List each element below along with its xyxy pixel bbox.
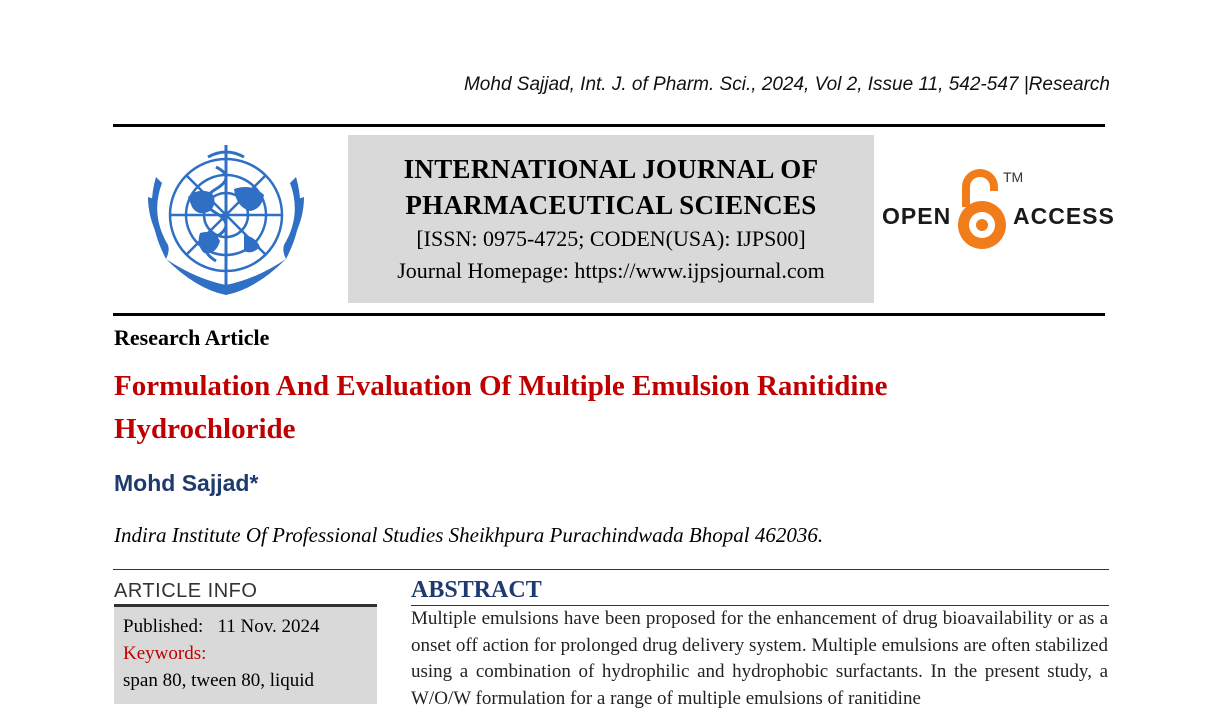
abstract-heading: ABSTRACT <box>411 577 1109 606</box>
caduceus-globe-emblem-icon <box>126 137 326 307</box>
keywords-value: span 80, tween 80, liquid <box>123 670 315 691</box>
abstract-text: Multiple emulsions have been proposed for the enhancement of drug bioavailability or as a onset off action for prolonged drug delivery system. Multiple emulsions are often stabilized using a combination of hydrophilic and hydrophobic surfactants. In the present study, a W/O/W formulation for a range of multiple emulsions of ranitidine <box>411 608 1108 709</box>
trademark-mark: TM <box>1003 169 1024 185</box>
journal-title-box <box>348 135 874 303</box>
published-row <box>123 613 377 640</box>
author-name: Mohd Sajjad* <box>114 470 259 496</box>
open-access-access-text: ACCESS <box>1013 203 1115 229</box>
article-type: Research Article <box>114 325 270 350</box>
keywords-label: Keywords: <box>123 643 207 664</box>
citation-line: Mohd Sajjad, Int. J. of Pharm. Sci., 2024, Vol 2, Issue 11, 542-547 |Research <box>463 74 1110 95</box>
article-title: Formulation And Evaluation Of Multiple Emulsion Ranitidine Hydrochloride <box>114 370 888 445</box>
journal-name-line1: INTERNATIONAL JOURNAL OF <box>403 154 819 184</box>
journal-name-line2: PHARMACEUTICAL SCIENCES <box>405 190 817 220</box>
author-affiliation: Indira Institute Of Professional Studies Sheikhpura Purachindwada Bhopal 462036. <box>114 523 824 547</box>
article-info-box <box>114 604 377 704</box>
published-label: Published: <box>123 616 204 637</box>
open-access-logo <box>880 165 1115 255</box>
top-rule <box>113 124 1105 127</box>
middle-rule <box>113 313 1105 316</box>
published-date: 11 Nov. 2024 <box>217 616 320 637</box>
affiliation-rule <box>113 569 1109 570</box>
article-info-heading: ARTICLE INFO <box>114 580 258 602</box>
journal-homepage[interactable]: Journal Homepage: https://www.ijpsjournal.com <box>397 258 825 283</box>
journal-issn: [ISSN: 0975-4725; CODEN(USA): IJPS00] <box>416 226 806 251</box>
open-access-open-text: OPEN <box>882 203 952 229</box>
